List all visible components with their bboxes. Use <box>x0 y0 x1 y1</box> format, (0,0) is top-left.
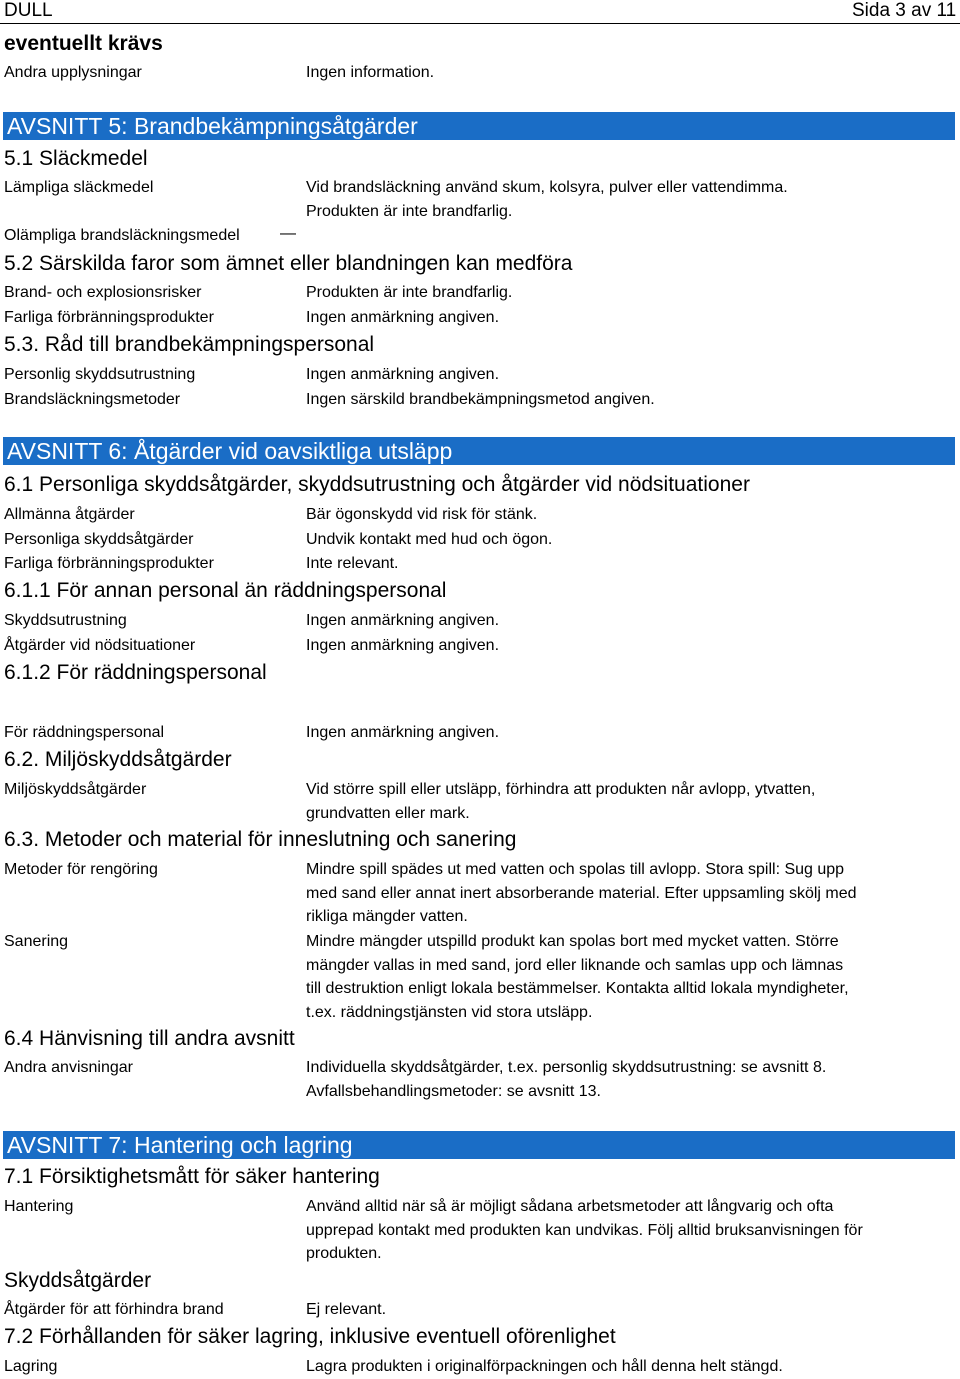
row-value <box>306 609 499 633</box>
section-6-banner: AVSNITT 6: Åtgärder vid oavsiktliga utsläpp <box>3 437 955 465</box>
row-value <box>306 930 849 1024</box>
row-value <box>306 1298 386 1322</box>
row-value <box>306 778 815 825</box>
heading-5-2: 5.2 Särskilda faror som ämnet eller blandningen kan medföra <box>4 252 573 275</box>
row-label: Farliga förbränningsprodukter <box>4 555 214 572</box>
heading-6-1-1: 6.1.1 För annan personal än räddningspersonal <box>4 579 447 602</box>
row-value <box>306 388 655 412</box>
value-line: Ingen särskild brandbekämpningsmetod angiven. <box>306 391 655 408</box>
value-line: upprepad kontakt med produkten kan undvikas. Följ alltid bruksanvisningen för <box>306 1221 863 1239</box>
row-label: Skyddsutrustning <box>4 612 127 629</box>
row-label: Miljöskyddsåtgärder <box>4 781 147 798</box>
row-label: För räddningspersonal <box>4 724 165 741</box>
value-line: Ingen anmärkning angiven. <box>306 724 500 741</box>
value-line: Ingen anmärkning angiven. <box>306 309 500 326</box>
value-line: Vid brandsläckning använd skum, kolsyra, pulver eller vattendimma. <box>306 179 788 196</box>
value-line: Avfallsbehandlingsmetoder: se avsnitt 13. <box>306 1082 601 1100</box>
value-line: Undvik kontakt med hud och ögon. <box>306 531 553 548</box>
row-value <box>306 1195 863 1266</box>
header-rule <box>0 23 960 24</box>
page-number: Sida 3 av 11 <box>852 0 957 21</box>
heading-5-1: 5.1 Släckmedel <box>4 147 148 170</box>
value-line: grundvatten eller mark. <box>306 804 470 822</box>
row-value <box>306 306 499 330</box>
value-line: — <box>280 225 296 242</box>
row-value <box>306 1355 783 1379</box>
row-value <box>306 858 857 929</box>
row-label: Lagring <box>4 1358 58 1375</box>
section-7-banner: AVSNITT 7: Hantering och lagring <box>3 1131 955 1159</box>
row-label: Personliga skyddsåtgärder <box>4 531 194 548</box>
row-label: Lämpliga släckmedel <box>4 179 154 196</box>
row-label: Allmänna åtgärder <box>4 506 135 523</box>
row-value <box>306 721 499 745</box>
heading-skyddsatgarder: Skyddsåtgärder <box>4 1269 152 1292</box>
row-value <box>306 281 512 305</box>
row-value <box>306 176 788 223</box>
row-value <box>306 363 499 387</box>
heading-6-3: 6.3. Metoder och material för inneslutning och sanering <box>4 828 517 851</box>
row-value <box>280 222 296 246</box>
row-label: Brand- och explosionsrisker <box>4 284 202 301</box>
value-line: produkten. <box>306 1245 382 1262</box>
value-line: mängder vallas in med sand, jord eller liknande och samlas upp och lämnas <box>306 956 844 974</box>
row-value <box>306 528 552 552</box>
row-value <box>306 1056 826 1103</box>
value-line: till destruktion enligt lokala bestämmelser. Kontakta alltid lokala myndigheter, <box>306 980 849 997</box>
section-5-banner: AVSNITT 5: Brandbekämpningsåtgärder <box>3 112 955 140</box>
heading-6-4: 6.4 Hänvisning till andra avsnitt <box>4 1027 295 1050</box>
value-line: Ingen anmärkning angiven. <box>306 637 500 654</box>
row-label: Metoder för rengöring <box>4 861 158 878</box>
row-value <box>306 552 399 576</box>
company-name: DULL <box>4 0 53 21</box>
value-line: Ingen anmärkning angiven. <box>306 612 500 629</box>
value-line: Individuella skyddsåtgärder, t.ex. personlig skyddsutrustning: se avsnitt 8. <box>306 1059 827 1076</box>
row-value <box>306 503 537 527</box>
value-line: Bär ögonskydd vid risk för stänk. <box>306 506 538 523</box>
value-line: t.ex. räddningstjänsten vid stora utsläpp. <box>306 1003 593 1021</box>
value-line: Ingen information. <box>306 64 435 81</box>
row-value <box>306 61 434 85</box>
row-label: Brandsläckningsmetoder <box>4 391 181 408</box>
value-line: Vid större spill eller utsläpp, förhindra att produkten når avlopp, ytvatten, <box>306 781 816 798</box>
row-label: Andra upplysningar <box>4 64 142 81</box>
row-label: Personlig skyddsutrustning <box>4 366 196 383</box>
value-line: Ingen anmärkning angiven. <box>306 366 500 383</box>
value-line: Mindre mängder utspilld produkt kan spolas bort med mycket vatten. Större <box>306 933 839 950</box>
value-line: Använd alltid när så är möjligt sådana arbetsmetoder att långvarig och ofta <box>306 1198 834 1215</box>
value-line: Ej relevant. <box>306 1301 387 1318</box>
row-label: Hantering <box>4 1198 74 1215</box>
value-line: Mindre spill spädes ut med vatten och spolas till avlopp. Stora spill: Sug upp <box>306 861 845 878</box>
heading-6-1: 6.1 Personliga skyddsåtgärder, skyddsutrustning och åtgärder vid nödsituationer <box>4 473 750 496</box>
row-label: Olämpliga brandsläckningsmedel <box>4 227 240 244</box>
value-line: Inte relevant. <box>306 555 399 572</box>
heading-6-1-2: 6.1.2 För räddningspersonal <box>4 661 267 684</box>
value-line: rikliga mängder vatten. <box>306 908 468 925</box>
heading-7-1: 7.1 Försiktighetsmått för säker hantering <box>4 1165 380 1188</box>
value-line: Produkten är inte brandfarlig. <box>306 202 513 220</box>
row-label: Sanering <box>4 933 69 950</box>
heading-5-3: 5.3. Råd till brandbekämpningspersonal <box>4 333 375 356</box>
row-value <box>306 634 499 658</box>
heading-6-2: 6.2. Miljöskyddsåtgärder <box>4 748 232 771</box>
heading-7-2: 7.2 Förhållanden för säker lagring, inklusive eventuell oförenlighet <box>4 1325 616 1348</box>
value-line: Lagra produkten i originalförpackningen och håll denna helt stängd. <box>306 1358 783 1375</box>
row-label: Åtgärder vid nödsituationer <box>4 637 196 654</box>
row-label: Farliga förbränningsprodukter <box>4 309 214 326</box>
continued-heading: eventuellt krävs <box>4 32 163 55</box>
value-line: med sand eller annat inert absorberande material. Efter uppsamling skölj med <box>306 884 857 902</box>
row-label: Åtgärder för att förhindra brand <box>4 1301 224 1318</box>
value-line: Produkten är inte brandfarlig. <box>306 284 513 301</box>
row-label: Andra anvisningar <box>4 1059 133 1076</box>
